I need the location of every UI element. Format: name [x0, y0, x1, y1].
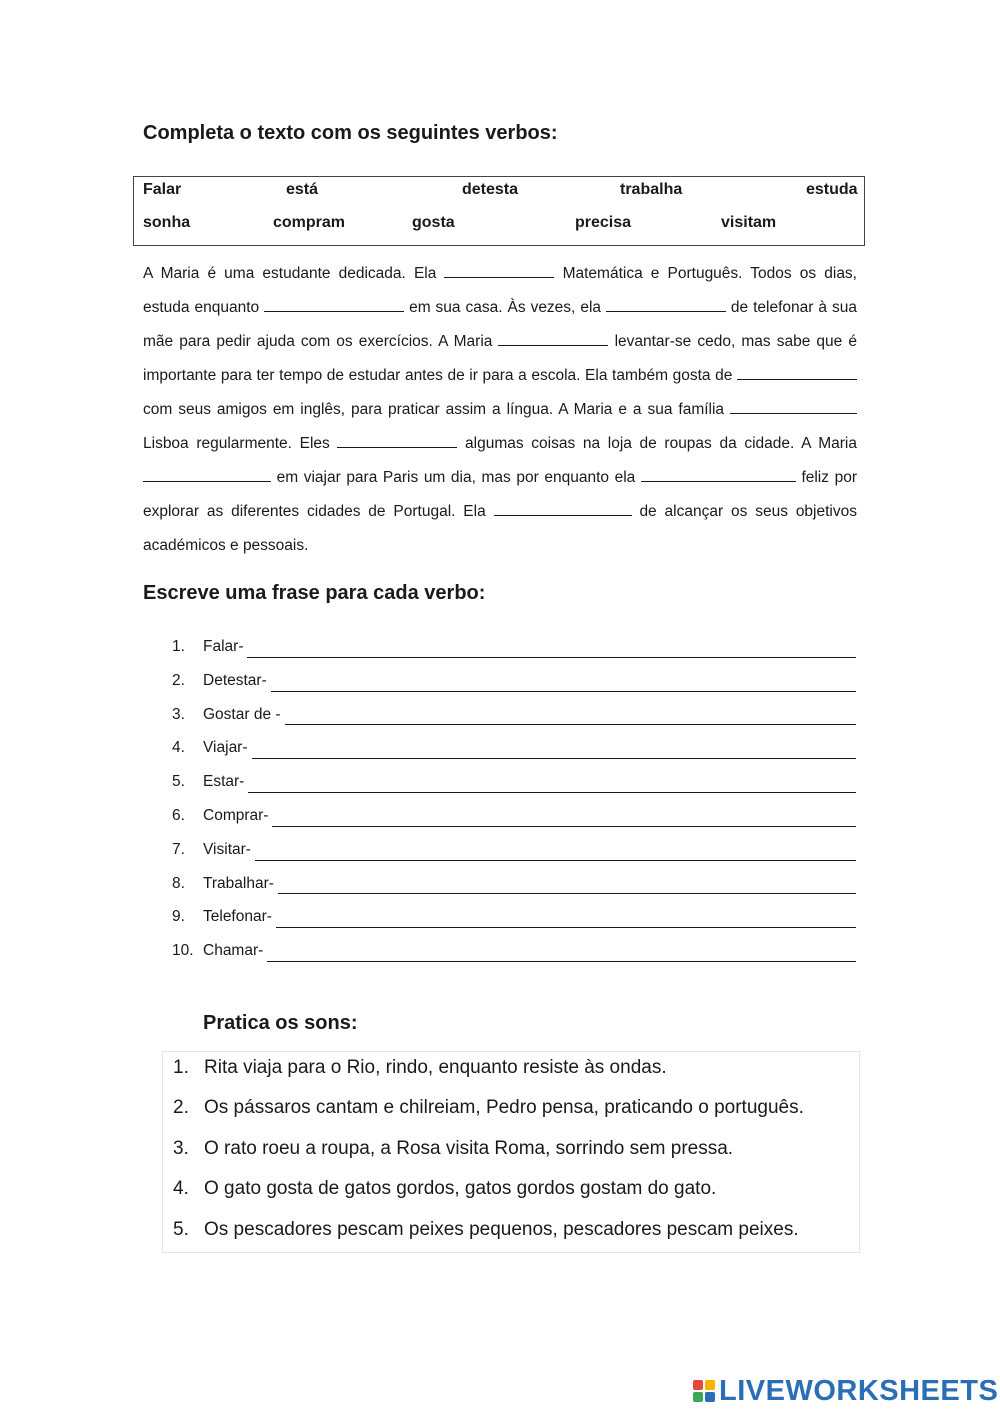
- item-number: 8.: [172, 874, 185, 892]
- item-number: 6.: [172, 806, 185, 824]
- answer-line-input[interactable]: [252, 758, 856, 759]
- item-number: 2.: [173, 1097, 189, 1119]
- fill-blank-input[interactable]: [264, 297, 404, 312]
- story-text: em viajar para Paris um dia, mas por enquanto ela: [271, 469, 641, 486]
- item-number: 4.: [172, 739, 185, 757]
- story-text: Lisboa regularmente. Eles: [143, 435, 338, 452]
- answer-line-input[interactable]: [248, 792, 856, 793]
- answer-line-input[interactable]: [267, 961, 856, 962]
- story-text: Matemática e Português. Todos os dias, estuda enquanto: [143, 265, 857, 316]
- item-number: 4.: [173, 1178, 189, 1200]
- verb-label: Trabalhar-: [203, 874, 274, 892]
- answer-line-input[interactable]: [247, 657, 856, 658]
- story-text: algumas coisas na loja de roupas da cidade. A Maria: [457, 435, 857, 452]
- tongue-twister-text: Rita viaja para o Rio, rindo, enquanto resiste às ondas.: [204, 1057, 667, 1078]
- verb-label: Chamar-: [203, 942, 264, 960]
- tongue-twister-item: [173, 1173, 804, 1213]
- story-text: de telefonar à sua mãe para pedir ajuda com os exercícios. A Maria: [143, 299, 857, 350]
- verb-bank: [133, 176, 865, 246]
- verb-label: Comprar-: [203, 806, 269, 824]
- item-number: 3.: [172, 705, 185, 723]
- answer-line-input[interactable]: [285, 724, 856, 725]
- sentence-item: [172, 833, 858, 867]
- item-number: 1.: [173, 1057, 189, 1078]
- verb-word: gosta: [412, 214, 455, 231]
- section-title-practice-sounds: Pratica os sons:: [203, 1012, 358, 1034]
- story-text: levantar-se cedo, mas sabe que é importante para ter tempo de estudar antes de ir para a escola. Ela também gosta de: [143, 333, 857, 384]
- verb-label: Telefonar-: [203, 908, 272, 926]
- sentence-item: [172, 934, 858, 968]
- story-text: com seus amigos em inglês, para praticar assim a língua. A Maria e a sua família: [143, 401, 730, 418]
- sentence-item: [172, 664, 858, 698]
- verb-word: detesta: [462, 181, 519, 198]
- logo-square: [693, 1380, 703, 1390]
- tongue-twister-text: O rato roeu a roupa, a Rosa visita Roma, sorrindo sem pressa.: [204, 1137, 734, 1159]
- section-title-write-sentences: Escreve uma frase para cada verbo:: [143, 582, 486, 604]
- verb-label: Falar-: [203, 638, 244, 655]
- sentence-item: [172, 867, 858, 901]
- answer-line-input[interactable]: [272, 826, 856, 827]
- verb-label: Viajar-: [203, 739, 248, 757]
- brand-wordmark: LIVEWORKSHEETS: [719, 1374, 999, 1407]
- tongue-twister-text: O gato gosta de gatos gordos, gatos gordos gostam do gato.: [204, 1178, 717, 1200]
- tongue-twister-item: [173, 1092, 804, 1132]
- tongue-twister-item: [173, 1052, 804, 1092]
- story-text: de alcançar os seus objetivos académicos e pessoais.: [143, 503, 857, 554]
- verb-word: compram: [273, 214, 346, 231]
- sentence-item: [172, 900, 858, 934]
- verb-word: trabalha: [620, 181, 683, 198]
- answer-line-input[interactable]: [278, 893, 856, 894]
- verb-label: Visitar-: [203, 840, 251, 858]
- fill-blank-input[interactable]: [444, 263, 554, 278]
- answer-line-input[interactable]: [255, 860, 856, 861]
- item-number: 9.: [172, 908, 185, 926]
- fill-blank-input[interactable]: [498, 331, 608, 346]
- verb-label: Detestar-: [203, 671, 267, 689]
- verb-word: está: [286, 181, 319, 198]
- verb-word: sonha: [143, 214, 191, 231]
- verb-word: estuda: [806, 181, 858, 198]
- brand-logo: [693, 1374, 998, 1408]
- verb-word: Falar: [143, 181, 182, 198]
- sentence-item: [172, 630, 858, 664]
- sentence-list: [172, 630, 858, 968]
- fill-blank-input[interactable]: [143, 467, 271, 482]
- item-number: 7.: [172, 840, 185, 858]
- tongue-twister-item: [173, 1214, 804, 1254]
- answer-line-input[interactable]: [271, 691, 856, 692]
- verb-word: precisa: [575, 214, 632, 231]
- sentence-item: [172, 698, 858, 732]
- logo-square: [693, 1392, 703, 1402]
- fill-blank-input[interactable]: [494, 501, 632, 516]
- tongue-twister-box: [162, 1051, 860, 1253]
- fill-blank-input[interactable]: [730, 399, 857, 414]
- verb-word: visitam: [721, 214, 777, 231]
- tongue-twister-text: Os pescadores pescam peixes pequenos, pescadores pescam peixes.: [204, 1218, 799, 1240]
- fill-blank-input[interactable]: [737, 365, 857, 380]
- story-text: feliz por explorar as diferentes cidades de Portugal. Ela: [143, 469, 857, 520]
- tongue-twister-list: [173, 1052, 804, 1254]
- fill-blank-input[interactable]: [641, 467, 796, 482]
- tongue-twister-text: Os pássaros cantam e chilreiam, Pedro pensa, praticando o português.: [204, 1097, 804, 1119]
- sentence-item: [172, 765, 858, 799]
- tongue-twister-item: [173, 1133, 804, 1173]
- logo-square: [705, 1392, 715, 1402]
- story-text: em sua casa. Às vezes, ela: [404, 299, 606, 316]
- fill-blank-input[interactable]: [337, 433, 457, 448]
- logo-square: [705, 1380, 715, 1390]
- verb-label: Estar-: [203, 773, 245, 791]
- section-title-complete-text: Completa o texto com os seguintes verbos:: [143, 122, 558, 144]
- sentence-item: [172, 799, 858, 833]
- fill-blank-input[interactable]: [606, 297, 726, 312]
- item-number: 10.: [172, 942, 194, 960]
- sentence-item: [172, 731, 858, 765]
- item-number: 5.: [172, 773, 185, 791]
- answer-line-input[interactable]: [276, 927, 856, 928]
- item-number: 3.: [173, 1137, 189, 1159]
- liveworksheets-logo-icon: [693, 1380, 715, 1402]
- story-paragraph: [143, 257, 857, 563]
- item-number: 5.: [173, 1218, 189, 1240]
- item-number: 2.: [172, 671, 185, 689]
- item-number: 1.: [172, 638, 185, 655]
- verb-label: Gostar de -: [203, 705, 281, 723]
- story-text: A Maria é uma estudante dedicada. Ela: [143, 265, 445, 282]
